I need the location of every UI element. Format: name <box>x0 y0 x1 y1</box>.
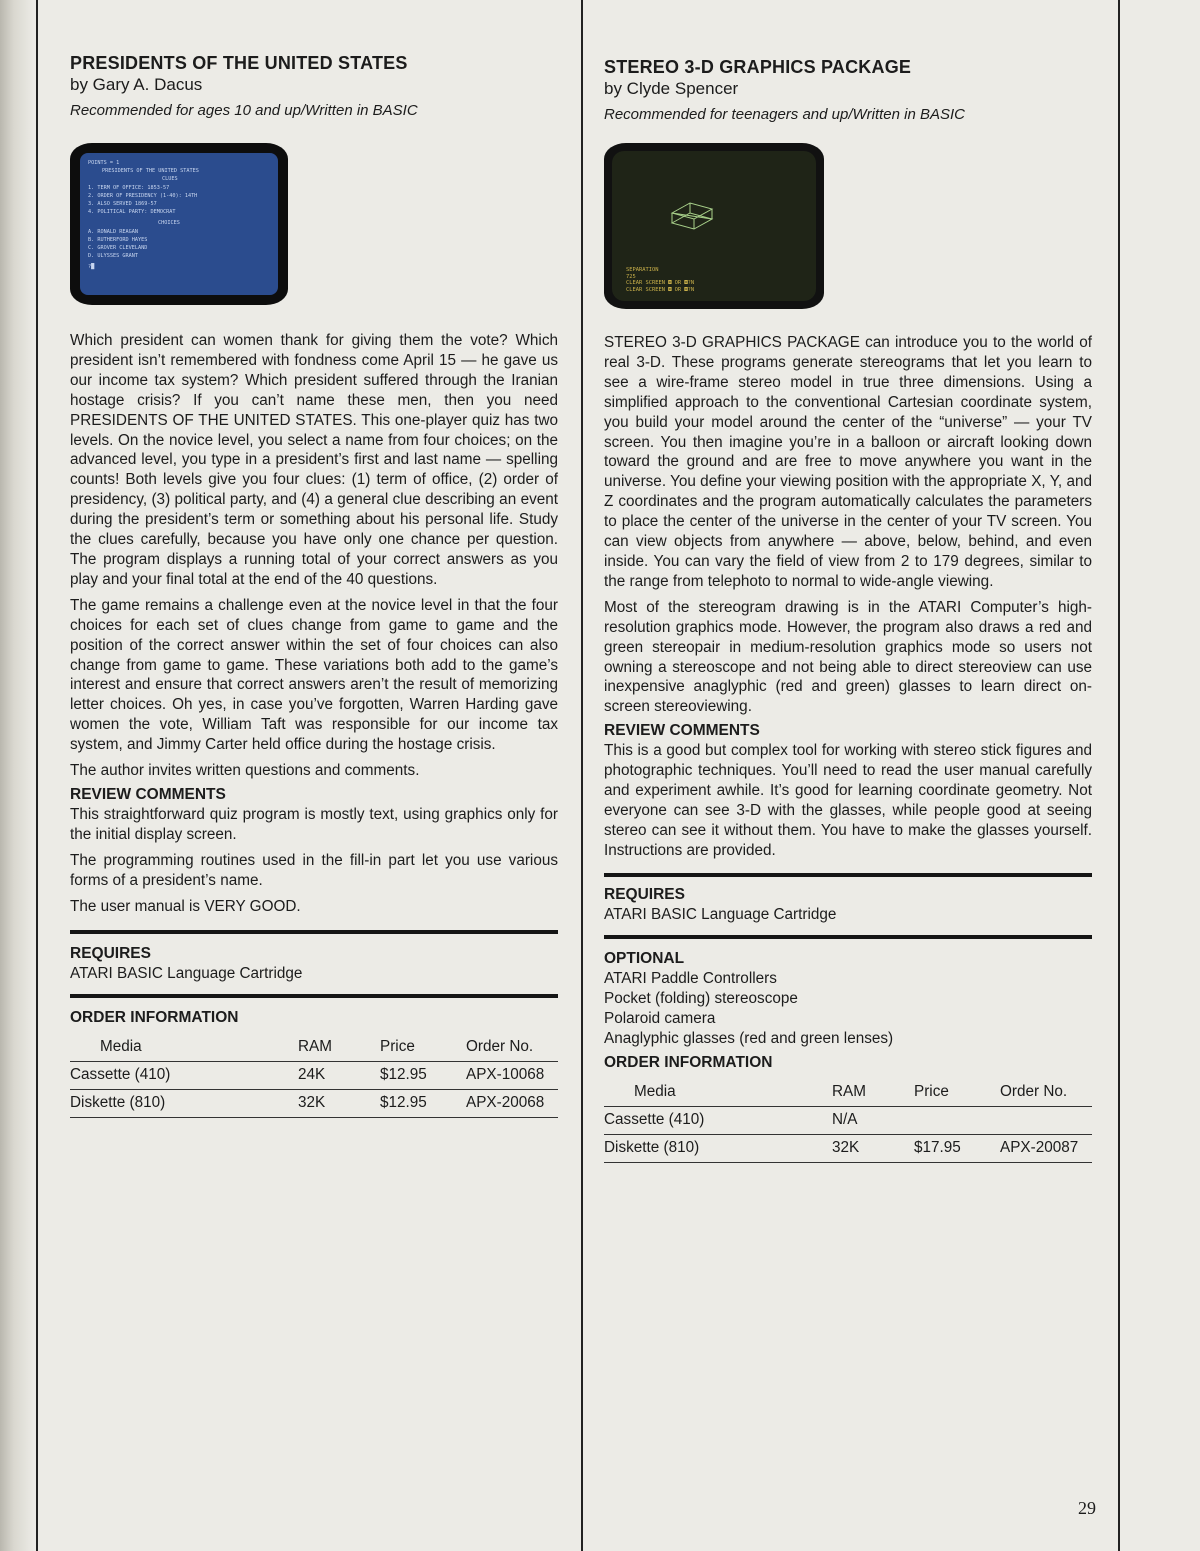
cell-price: $17.95 <box>914 1134 1000 1162</box>
table-row <box>604 1134 1092 1162</box>
review-paragraph: The user manual is VERY GOOD. <box>70 897 301 915</box>
recommendation: Recommended for teenagers and up/Written in BASIC <box>604 106 966 123</box>
requires-heading: REQUIRES <box>604 885 685 903</box>
page-border-right <box>1118 0 1120 1551</box>
screen-line: 725 <box>626 273 636 280</box>
screen-clue: 1. TERM OF OFFICE: 1853-57 <box>88 184 170 191</box>
article-body <box>604 333 1092 717</box>
optional-heading: OPTIONAL <box>604 949 685 967</box>
tv-screenshot <box>604 143 824 309</box>
cell-ram: N/A <box>832 1106 914 1134</box>
review-paragraph: This straightforward quiz program is mostly text, using graphics only for the initial display screen. <box>70 805 558 843</box>
col-ram: RAM <box>298 1034 380 1062</box>
cell-media: Cassette (410) <box>604 1106 832 1134</box>
page-border-left <box>36 0 38 1551</box>
screen-choice: B. RUTHERFORD HAYES <box>88 236 148 243</box>
table-header-row <box>604 1079 1092 1107</box>
screen-choice: A. RONALD REAGAN <box>88 228 138 235</box>
article-body <box>70 331 558 781</box>
requires-item: ATARI BASIC Language Cartridge <box>70 965 303 983</box>
cell-price <box>914 1106 1000 1134</box>
table-header-row <box>70 1034 558 1062</box>
order-heading: ORDER INFORMATION <box>604 1053 773 1071</box>
review-paragraph: This is a good but complex tool for working with stereo stick figures and photographic techniques. You’ll need to read the user manual carefully and experiment awhile. It’s good for learning coordinate geometry. Not everyone can see 3-D with the glasses, while people good at seeing stereo can see it without them. You have to make the glasses yourself. Instructions are provided. <box>604 742 1092 859</box>
optional-item: Anaglyphic glasses (red and green lenses) <box>604 1029 894 1047</box>
screen-clue: 4. POLITICAL PARTY: DEMOCRAT <box>88 209 176 216</box>
table-row <box>604 1106 1092 1134</box>
article-author: by Gary A. Dacus <box>70 75 203 94</box>
requires-heading: REQUIRES <box>70 945 151 963</box>
cell-ram: 32K <box>298 1090 380 1118</box>
body-paragraph: The author invites written questions and comments. <box>70 762 420 780</box>
cell-order-no: APX-20068 <box>466 1090 558 1118</box>
col-order-no: Order No. <box>1000 1079 1092 1107</box>
col-order-no: Order No. <box>466 1034 558 1062</box>
tv-screen-display <box>612 151 816 301</box>
article-author: by Clyde Spencer <box>604 79 739 98</box>
body-paragraph: Which president can women thank for giving them the vote? Which president isn’t remembered with fondness come April 15 — he gave us our income tax system? Which president suffered through the Iranian hostage crisis? If you can’t name these men, then you need PRESIDENTS OF THE UNITED STATES. This one-player quiz has two levels. On the novice level, you select a name from four choices; on the advanced level, you type in a president’s first and last name — spelling counts! Both levels give you four clues: (1) term of office, (2) order of presidency, (3) political party, and (4) a general clue describing an event during the president’s term or something about his personal life. Study the clues carefully, because you have only one chance per question. The program displays a running total of your correct answers as you play and your final total at the end of the 40 questions. <box>70 332 558 588</box>
screen-choices-label: CHOICES <box>158 220 180 227</box>
cell-order-no: APX-20087 <box>1000 1134 1092 1162</box>
col-media: Media <box>604 1079 832 1107</box>
cell-price: $12.95 <box>380 1062 466 1090</box>
screen-choice: D. ULYSSES GRANT <box>88 253 138 260</box>
page-number: 29 <box>1078 1498 1096 1518</box>
optional-item: ATARI Paddle Controllers <box>604 969 777 987</box>
section-rule <box>70 994 558 998</box>
tv-screen-display <box>80 153 278 295</box>
cell-order-no <box>1000 1106 1092 1134</box>
order-table <box>604 1079 1092 1163</box>
screen-points: POINTS = 1 <box>88 160 120 166</box>
table-row <box>70 1062 558 1090</box>
article-title: STEREO 3-D GRAPHICS PACKAGE <box>604 57 912 77</box>
cell-media: Cassette (410) <box>70 1062 298 1090</box>
section-rule <box>604 935 1092 939</box>
screen-clues-label: CLUES <box>162 176 178 183</box>
column-divider <box>581 0 583 1551</box>
col-media: Media <box>70 1034 298 1062</box>
cell-ram: 32K <box>832 1134 914 1162</box>
body-paragraph: Most of the stereogram drawing is in the ATARI Computer’s high-resolution graphics mode. However, the program also draws a red and green stereopair in medium-resolution graphics mode so users not owning a stereoscope and not being able to direct stereoview can use inexpensive anaglyphic (red and green) glasses to learn direct on-screen stereoviewing. <box>604 598 1092 716</box>
tv-screenshot <box>70 143 288 305</box>
cell-order-no: APX-10068 <box>466 1062 558 1090</box>
screen-prompt: ?█ <box>88 264 95 271</box>
body-paragraph: STEREO 3-D GRAPHICS PACKAGE can introduce you to the world of real 3-D. These programs generate stereograms that let you learn to see a wire-frame stereo model in true three dimensions. Using a simplified approach to the conventional Cartesian coordinate system, you build your model around the center of the “universe” — your TV screen. You then imagine you’re in a balloon or aircraft looking down toward the ground and are free to move anywhere you want in the universe. You define your viewing position with the appropriate X, Y, and Z coordinates and the program automatically calculates the parameters to place the center of the universe in the center of your TV screen. You can view objects from anywhere — above, below, behind, and even inside. You can vary the field of view from 2 to 179 degrees, similar to the range from telephoto to normal to wide-angle viewing. <box>604 334 1092 590</box>
cell-media: Diskette (810) <box>70 1090 298 1118</box>
review-paragraph: The programming routines used in the fill-in part let you use various forms of a president’s name. <box>70 851 558 889</box>
recommendation: Recommended for ages 10 and up/Written in BASIC <box>70 102 418 119</box>
col-price: Price <box>914 1079 1000 1107</box>
requires-item: ATARI BASIC Language Cartridge <box>604 905 837 923</box>
section-rule <box>604 873 1092 877</box>
left-article <box>70 52 558 1118</box>
screen-clue: 2. ORDER OF PRESIDENCY (1-40): 14TH <box>88 192 198 199</box>
section-rule <box>70 930 558 934</box>
screen-line: CLEAR SCREEN ◘ OR ◘?N <box>626 280 695 287</box>
cell-price: $12.95 <box>380 1090 466 1118</box>
screen-choice: C. GROVER CLEVELAND <box>88 245 148 252</box>
article-title: PRESIDENTS OF THE UNITED STATES <box>70 53 408 73</box>
screen-clue: 3. ALSO SERVED 1869-57 <box>88 201 157 208</box>
cell-ram: 24K <box>298 1062 380 1090</box>
cell-media: Diskette (810) <box>604 1134 832 1162</box>
screen-line: SEPARATION <box>626 267 659 273</box>
screen-header: PRESIDENTS OF THE UNITED STATES <box>102 168 199 175</box>
order-table <box>70 1034 558 1118</box>
screen-status <box>626 267 694 293</box>
body-paragraph: The game remains a challenge even at the novice level in that the four choices for each set of clues change from game to game and the position of the correct answer within the set of four choices can also change from game to game. These variations both add to the game’s interest and ensure that correct answers aren’t the result of memorizing letter choices. Oh yes, in case you’ve forgotten, Warren Harding gave women the vote, William Taft was responsible for our income tax system, and Jimmy Carter held office during the hostage crisis. <box>70 596 558 754</box>
right-article <box>604 56 1092 1163</box>
review-heading: REVIEW COMMENTS <box>70 785 226 803</box>
col-ram: RAM <box>832 1079 914 1107</box>
optional-item: Polaroid camera <box>604 1009 716 1027</box>
order-heading: ORDER INFORMATION <box>70 1009 239 1027</box>
screen-line: CLEAR SCREEN ◘ OR ◘?N <box>626 286 695 293</box>
review-heading: REVIEW COMMENTS <box>604 722 760 740</box>
table-row <box>70 1090 558 1118</box>
page-binding-edge <box>0 0 34 1551</box>
col-price: Price <box>380 1034 466 1062</box>
optional-item: Pocket (folding) stereoscope <box>604 989 798 1007</box>
